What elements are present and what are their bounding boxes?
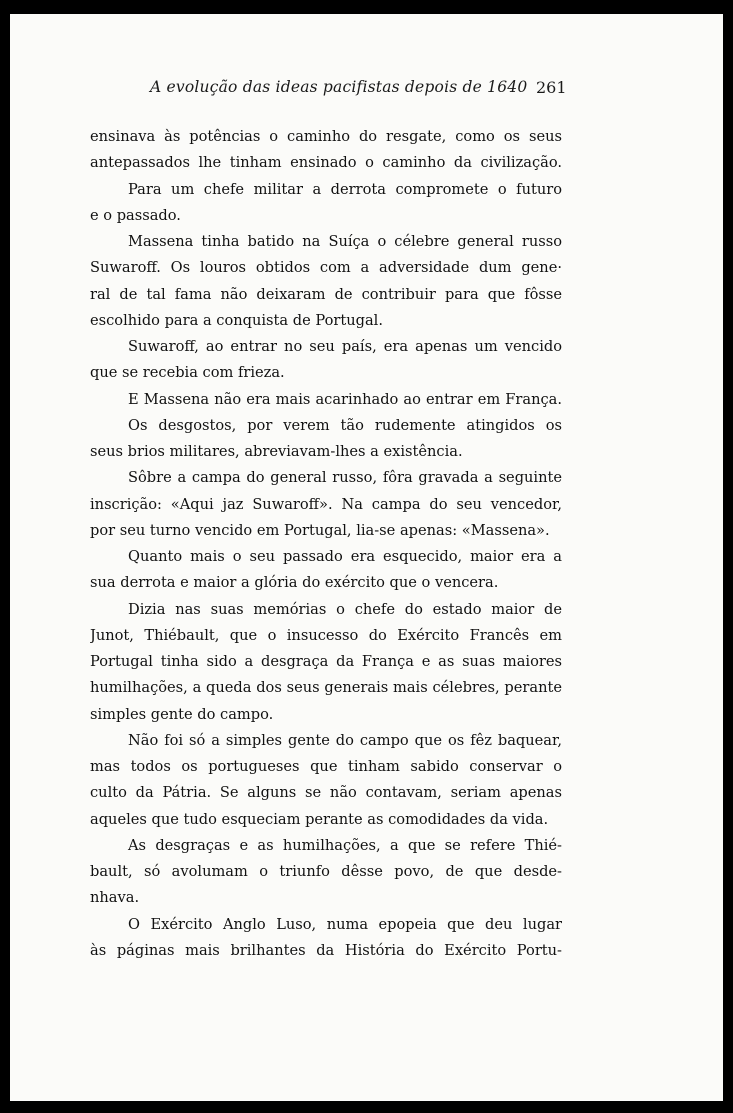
text-line: e o passado. (90, 206, 181, 224)
text-line: escolhido para a conquista de Portugal. (90, 311, 383, 329)
text-line: ral de tal fama não deixaram de contribuir para que fôsse (90, 285, 562, 303)
text-line: Dizia nas suas memórias o chefe do estado maior de (128, 600, 562, 618)
text-line: O Exército Anglo Luso, numa epopeia que deu lugar (128, 915, 562, 933)
text-line: Os desgostos, por verem tão rudemente atingidos os (128, 416, 562, 434)
text-line: Junot, Thiébault, que o insucesso do Exército Francês em (90, 626, 562, 644)
text-line: humilhações, a queda dos seus generais mais célebres, perante (90, 679, 562, 697)
text-line: Não foi só a simples gente do campo que os fêz baquear, (128, 731, 562, 749)
text-line: Para um chefe militar a derrota compromete o futuro (128, 180, 562, 198)
text-line: por seu turno vencido em Portugal, lia-se apenas: «Massena». (90, 521, 550, 539)
body-text (90, 124, 562, 964)
book-page (10, 14, 723, 1101)
text-line: Quanto mais o seu passado era esquecido, maior era a (128, 548, 562, 565)
text-line: E Massena não era mais acarinhado ao entrar em França. (128, 390, 562, 408)
text-line: sua derrota e maior a glória do exército que o vencera. (90, 574, 499, 592)
text-line: simples gente do campo. (90, 705, 274, 723)
text-line: bault, só avolumam o triunfo dêsse povo, de que desde- (90, 863, 562, 880)
text-line: aqueles que tudo esqueciam perante as comodidades da vida. (90, 810, 549, 828)
text-line: seus brios militares, abreviavam-lhes a existência. (90, 443, 463, 460)
text-line: Portugal tinha sido a desgraça da França e as suas maiores (90, 653, 562, 670)
text-line: antepassados lhe tinham ensinado o caminho da civilização. (90, 154, 562, 172)
text-line: Suwaroff, ao entrar no seu país, era apenas um vencido (128, 338, 562, 355)
page-number: 261 (536, 78, 567, 97)
text-line: mas todos os portugueses que tinham sabido conservar o (90, 758, 562, 775)
text-line: às páginas mais brilhantes da História do Exército Portu- (90, 941, 562, 959)
text-line: que se recebia com frieza. (90, 364, 285, 382)
text-line: Sôbre a campa do general russo, fôra gravada a seguinte (128, 469, 562, 487)
text-line: As desgraças e as humilhações, a que se refere Thié- (128, 836, 562, 854)
text-line: Suwaroff. Os louros obtidos com a adversidade dum gene· (90, 259, 562, 277)
running-head (10, 78, 723, 102)
text-line: inscrição: «Aqui jaz Suwaroff». Na campa do seu vencedor, (90, 495, 562, 513)
text-line: culto da Pátria. Se alguns se não contavam, seriam apenas (90, 784, 562, 802)
text-line: ensinava às potências o caminho do resgate, como os seus (90, 128, 562, 145)
text-line: Massena tinha batido na Suíça o célebre general russo (128, 233, 562, 250)
text-line: nhava. (90, 889, 140, 907)
running-title: A evolução das ideas pacifistas depois de 1640 (150, 78, 528, 96)
